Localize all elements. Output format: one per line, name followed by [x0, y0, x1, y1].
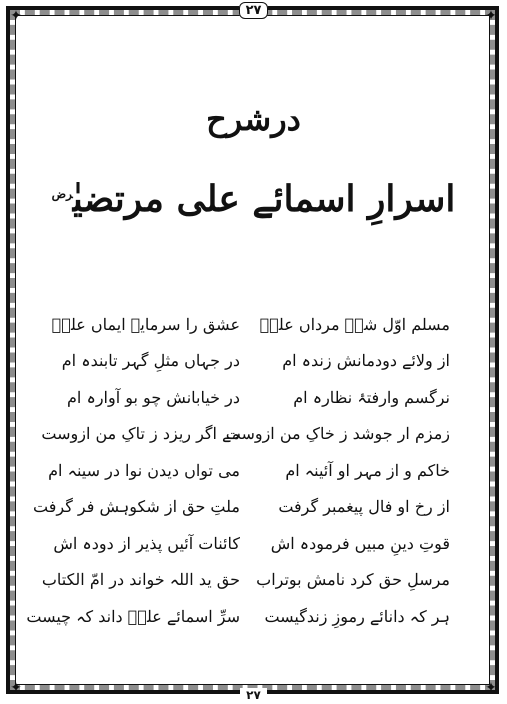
- verse-first-line: زمزم ار جوشد ز خاکِ من ازوست: [225, 424, 450, 444]
- page-number: [0, 3, 507, 18]
- corner-ornament-icon: ✦: [485, 680, 497, 696]
- verse-couplet: [51, 306, 450, 343]
- verse-first-line: از رخ او فال پیغمبر گرفت: [278, 497, 450, 517]
- verse-second-line: می تواں دیدن نوا در سینہ ام: [48, 460, 240, 480]
- verse-second-line: ملتِ حق از شکوہش فر گرفت: [33, 497, 240, 517]
- section-heading: درشرح: [206, 100, 301, 138]
- verse-first-line: ہر کہ دانائے رموزِ زندگیست: [264, 606, 450, 626]
- honorific-mark: رض: [51, 187, 73, 201]
- verse-second-line: در خیابانش چو بو آوارہ ام: [67, 387, 240, 407]
- verse-couplet: [48, 452, 450, 489]
- verse-first-line: خاکم و از مہر او آئینہ ام: [285, 460, 450, 480]
- corner-ornament-icon: ✦: [10, 8, 22, 24]
- verse-second-line: عشق را سرمایۂ ایماں علیؓ: [51, 314, 240, 334]
- page-number-text: ۲۷: [239, 2, 269, 19]
- poem-title: [0, 178, 507, 220]
- verse-second-line: مے اگر ریزد ز تاکِ من ازوست: [41, 424, 240, 444]
- corner-ornament-icon: ✦: [485, 8, 497, 24]
- corner-ornament-icon: ✦: [10, 680, 22, 696]
- verse-list: [26, 306, 450, 635]
- verse-couplet: [41, 416, 450, 453]
- verse-couplet: [41, 562, 450, 599]
- verse-first-line: نرگسم وارفتۂ نظارہ ام: [293, 387, 450, 407]
- verse-couplet: [53, 525, 450, 562]
- verse-first-line: مرسلِ حق کرد نامش بوتراب: [256, 570, 450, 590]
- verse-second-line: حق ید اللہ خواند در امّ الکتاب: [41, 570, 240, 590]
- poem-title-text: اسرارِ اسمائے علی مرتضیٰ: [72, 178, 456, 220]
- verse-couplet: [33, 489, 450, 526]
- verse-second-line: کائنات آئیں پذیر از دودہ اش: [53, 533, 240, 553]
- verse-second-line: سرِّ اسمائے علیؓ داند کہ چیست: [26, 606, 240, 626]
- footer-page-mark: [0, 688, 507, 702]
- verse-first-line: از ولائے دودمانش زندہ ام: [282, 351, 450, 371]
- verse-first-line: مسلم اوّل شہِ مرداں علیؓ: [259, 314, 450, 334]
- verse-second-line: در جہاں مثلِ گہر تابندہ ام: [61, 351, 240, 371]
- footer-page-mark-text: ۲۷: [240, 688, 267, 702]
- verse-first-line: قوتِ دینِ مبیں فرمودہ اش: [270, 533, 450, 553]
- verse-couplet: [60, 379, 450, 416]
- verse-couplet: [60, 343, 450, 380]
- verse-couplet: [26, 598, 450, 635]
